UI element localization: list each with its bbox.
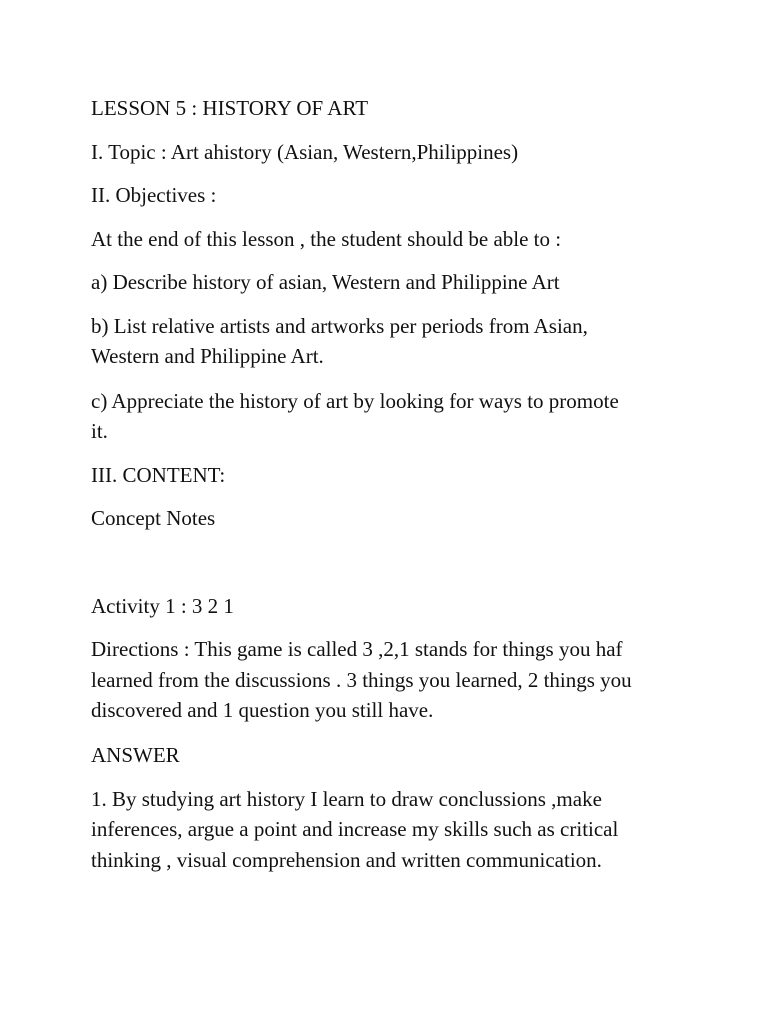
objectives-intro: At the end of this lesson , the student should be able to : [91,227,562,251]
objective-a: a) Describe history of asian, Western and Philippine Art [91,270,560,294]
answer-line-2: inferences, argue a point and increase my skills such as critical [91,817,619,841]
topic-line: I. Topic : Art ahistory (Asian, Western,Philippines) [91,140,519,164]
activity-title: Activity 1 : 3 2 1 [91,594,234,618]
directions-line-1: Directions : This game is called 3 ,2,1 stands for things you haf [91,637,623,661]
answer-line-1: 1. By studying art history I learn to draw conclussions ,make [91,787,602,811]
directions-line-2: learned from the discussions . 3 things you learned, 2 things you [91,668,632,692]
answer-heading: ANSWER [91,743,180,767]
concept-notes: Concept Notes [91,506,216,530]
answer-line-3: thinking , visual comprehension and written communication. [91,848,602,872]
directions-line-3: discovered and 1 question you still have. [91,698,434,722]
objective-b-line-2: Western and Philippine Art. [91,344,324,368]
objectives-heading: II. Objectives : [91,183,217,207]
lesson-title: LESSON 5 : HISTORY OF ART [91,96,369,120]
objective-c-line-2: it. [91,419,108,443]
objective-c-line-1: c) Appreciate the history of art by looking for ways to promote [91,389,619,413]
objective-b-line-1: b) List relative artists and artworks per periods from Asian, [91,314,588,338]
content-heading: III. CONTENT: [91,463,226,487]
